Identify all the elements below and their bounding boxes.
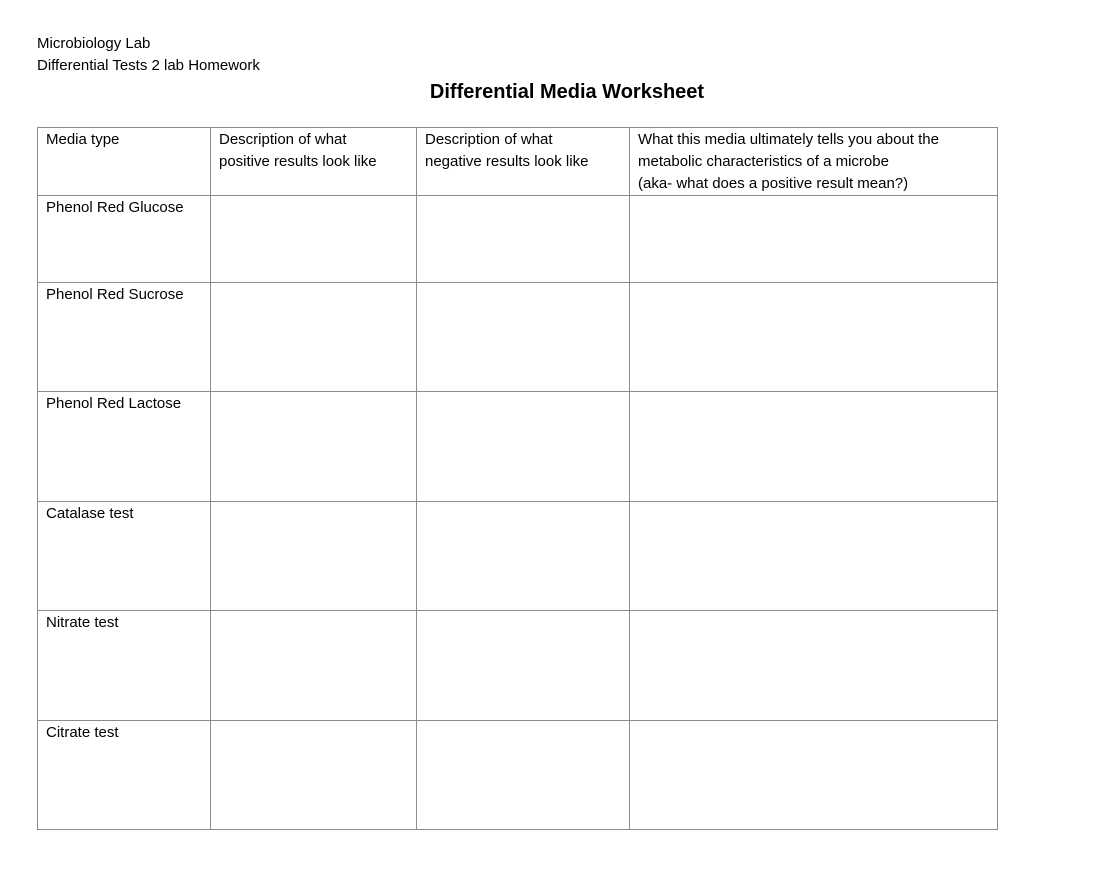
media-type-cell: Nitrate test bbox=[38, 611, 211, 721]
positive-result-cell[interactable] bbox=[211, 611, 417, 721]
negative-result-cell[interactable] bbox=[417, 502, 630, 611]
table-row bbox=[38, 283, 998, 392]
negative-result-cell[interactable] bbox=[417, 611, 630, 721]
table-row bbox=[38, 611, 998, 721]
worksheet-title: Differential Media Worksheet bbox=[429, 81, 705, 103]
metabolic-meaning-cell[interactable] bbox=[630, 392, 998, 502]
column-header-media-type: Media type bbox=[38, 128, 211, 196]
negative-result-cell[interactable] bbox=[417, 196, 630, 283]
negative-result-cell[interactable] bbox=[417, 721, 630, 830]
course-name: Microbiology Lab bbox=[37, 35, 151, 52]
positive-result-cell[interactable] bbox=[211, 392, 417, 502]
worksheet-table bbox=[37, 127, 998, 830]
table-row bbox=[38, 502, 998, 611]
column-header-negative-description: Description of what negative results look like bbox=[417, 128, 630, 196]
media-type-cell: Phenol Red Sucrose bbox=[38, 283, 211, 392]
positive-result-cell[interactable] bbox=[211, 721, 417, 830]
positive-result-cell[interactable] bbox=[211, 502, 417, 611]
negative-result-cell[interactable] bbox=[417, 392, 630, 502]
media-type-cell: Phenol Red Lactose bbox=[38, 392, 211, 502]
table-row bbox=[38, 392, 998, 502]
table-row bbox=[38, 721, 998, 830]
negative-result-cell[interactable] bbox=[417, 283, 630, 392]
metabolic-meaning-cell[interactable] bbox=[630, 611, 998, 721]
column-header-metabolic-meaning: What this media ultimately tells you about the metabolic characteristics of a microbe (aka- what does a positive result mean?) bbox=[630, 128, 998, 196]
media-type-cell: Phenol Red Glucose bbox=[38, 196, 211, 283]
column-header-positive-description: Description of what positive results look like bbox=[211, 128, 417, 196]
positive-result-cell[interactable] bbox=[211, 283, 417, 392]
positive-result-cell[interactable] bbox=[211, 196, 417, 283]
assignment-name: Differential Tests 2 lab Homework bbox=[37, 57, 260, 74]
metabolic-meaning-cell[interactable] bbox=[630, 196, 998, 283]
media-type-cell: Citrate test bbox=[38, 721, 211, 830]
metabolic-meaning-cell[interactable] bbox=[630, 283, 998, 392]
table-row bbox=[38, 196, 998, 283]
metabolic-meaning-cell[interactable] bbox=[630, 502, 998, 611]
table-header-row bbox=[38, 128, 998, 196]
metabolic-meaning-cell[interactable] bbox=[630, 721, 998, 830]
media-type-cell: Catalase test bbox=[38, 502, 211, 611]
